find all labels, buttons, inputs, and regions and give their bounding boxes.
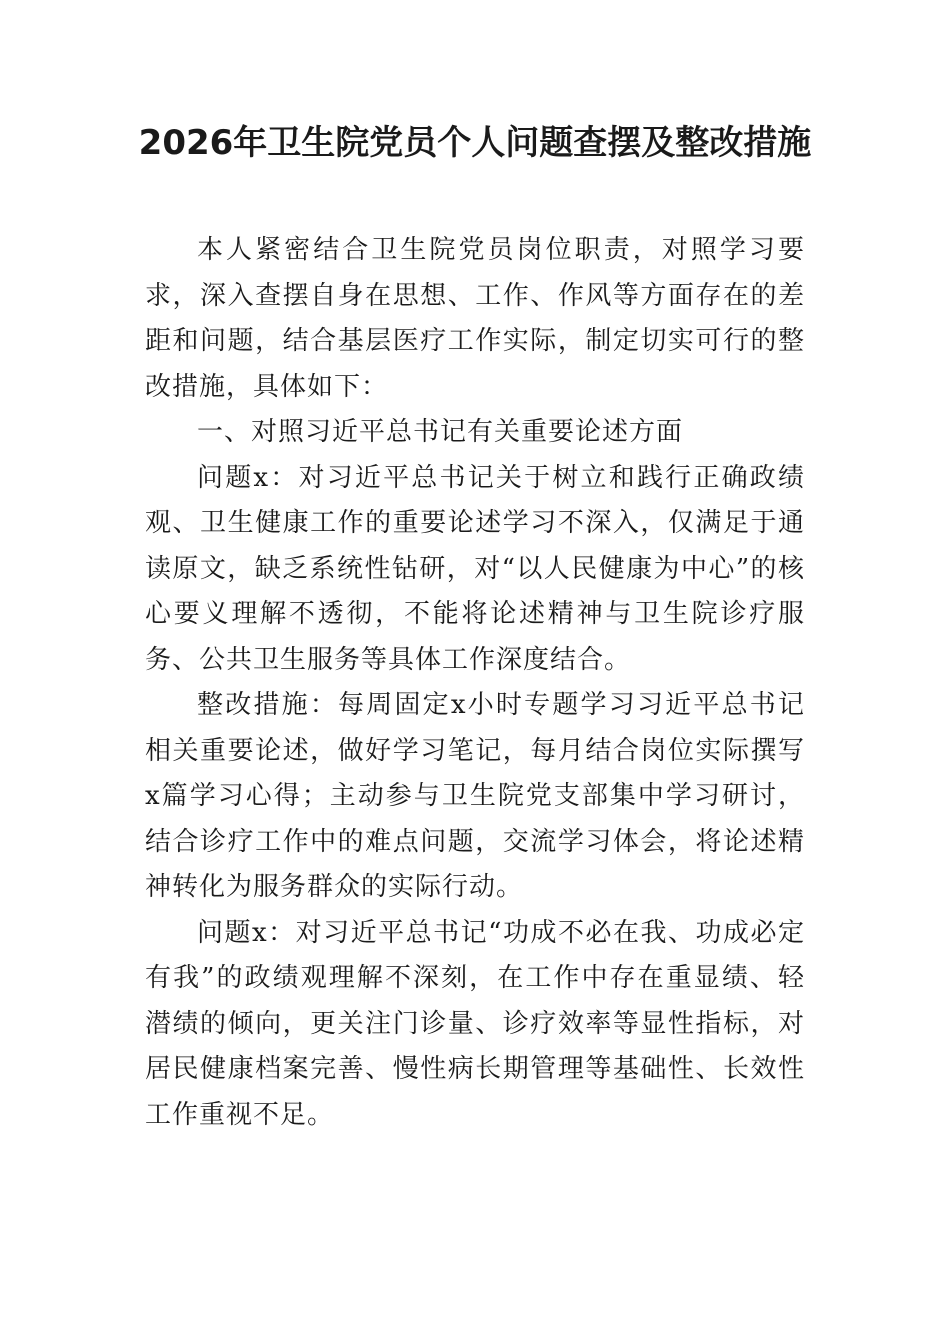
measure-paragraph-1: 整改措施：每周固定x小时专题学习习近平总书记相关重要论述，做好学习笔记，每月结合岗位实际撰写x篇学习心得；主动参与卫生院党支部集中学习研讨，结合诊疗工作中的难点问题，交流学习体会，将论述精神转化为服务群众的实际行动。 — [145, 690, 805, 902]
document-page — [138, 118, 812, 1138]
document-title: 2026年卫生院党员个人问题查摆及整改措施 — [138, 123, 812, 163]
problem-paragraph-1: 问题x：对习近平总书记关于树立和践行正确政绩观、卫生健康工作的重要论述学习不深入，仅满足于通读原文，缺乏系统性钻研，对“以人民健康为中心”的核心要义理解不透彻，不能将论述精神与卫生院诊疗服务、公共卫生服务等具体工作深度结合。 — [145, 462, 805, 675]
intro-paragraph: 本人紧密结合卫生院党员岗位职责，对照学习要求，深入查摆自身在思想、工作、作风等方面存在的差距和问题，结合基层医疗工作实际，制定切实可行的整改措施，具体如下： — [145, 235, 805, 402]
problem-paragraph-2: 问题x：对习近平总书记“功成不必在我、功成必定有我”的政绩观理解不深刻，在工作中存在重显绩、轻潜绩的倾向，更关注门诊量、诊疗效率等显性指标，对居民健康档案完善、慢性病长期管理等基础性、长效性工作重视不足。 — [145, 917, 805, 1130]
section-heading: 一、对照习近平总书记有关重要论述方面 — [197, 417, 684, 447]
document-body — [145, 228, 805, 1138]
